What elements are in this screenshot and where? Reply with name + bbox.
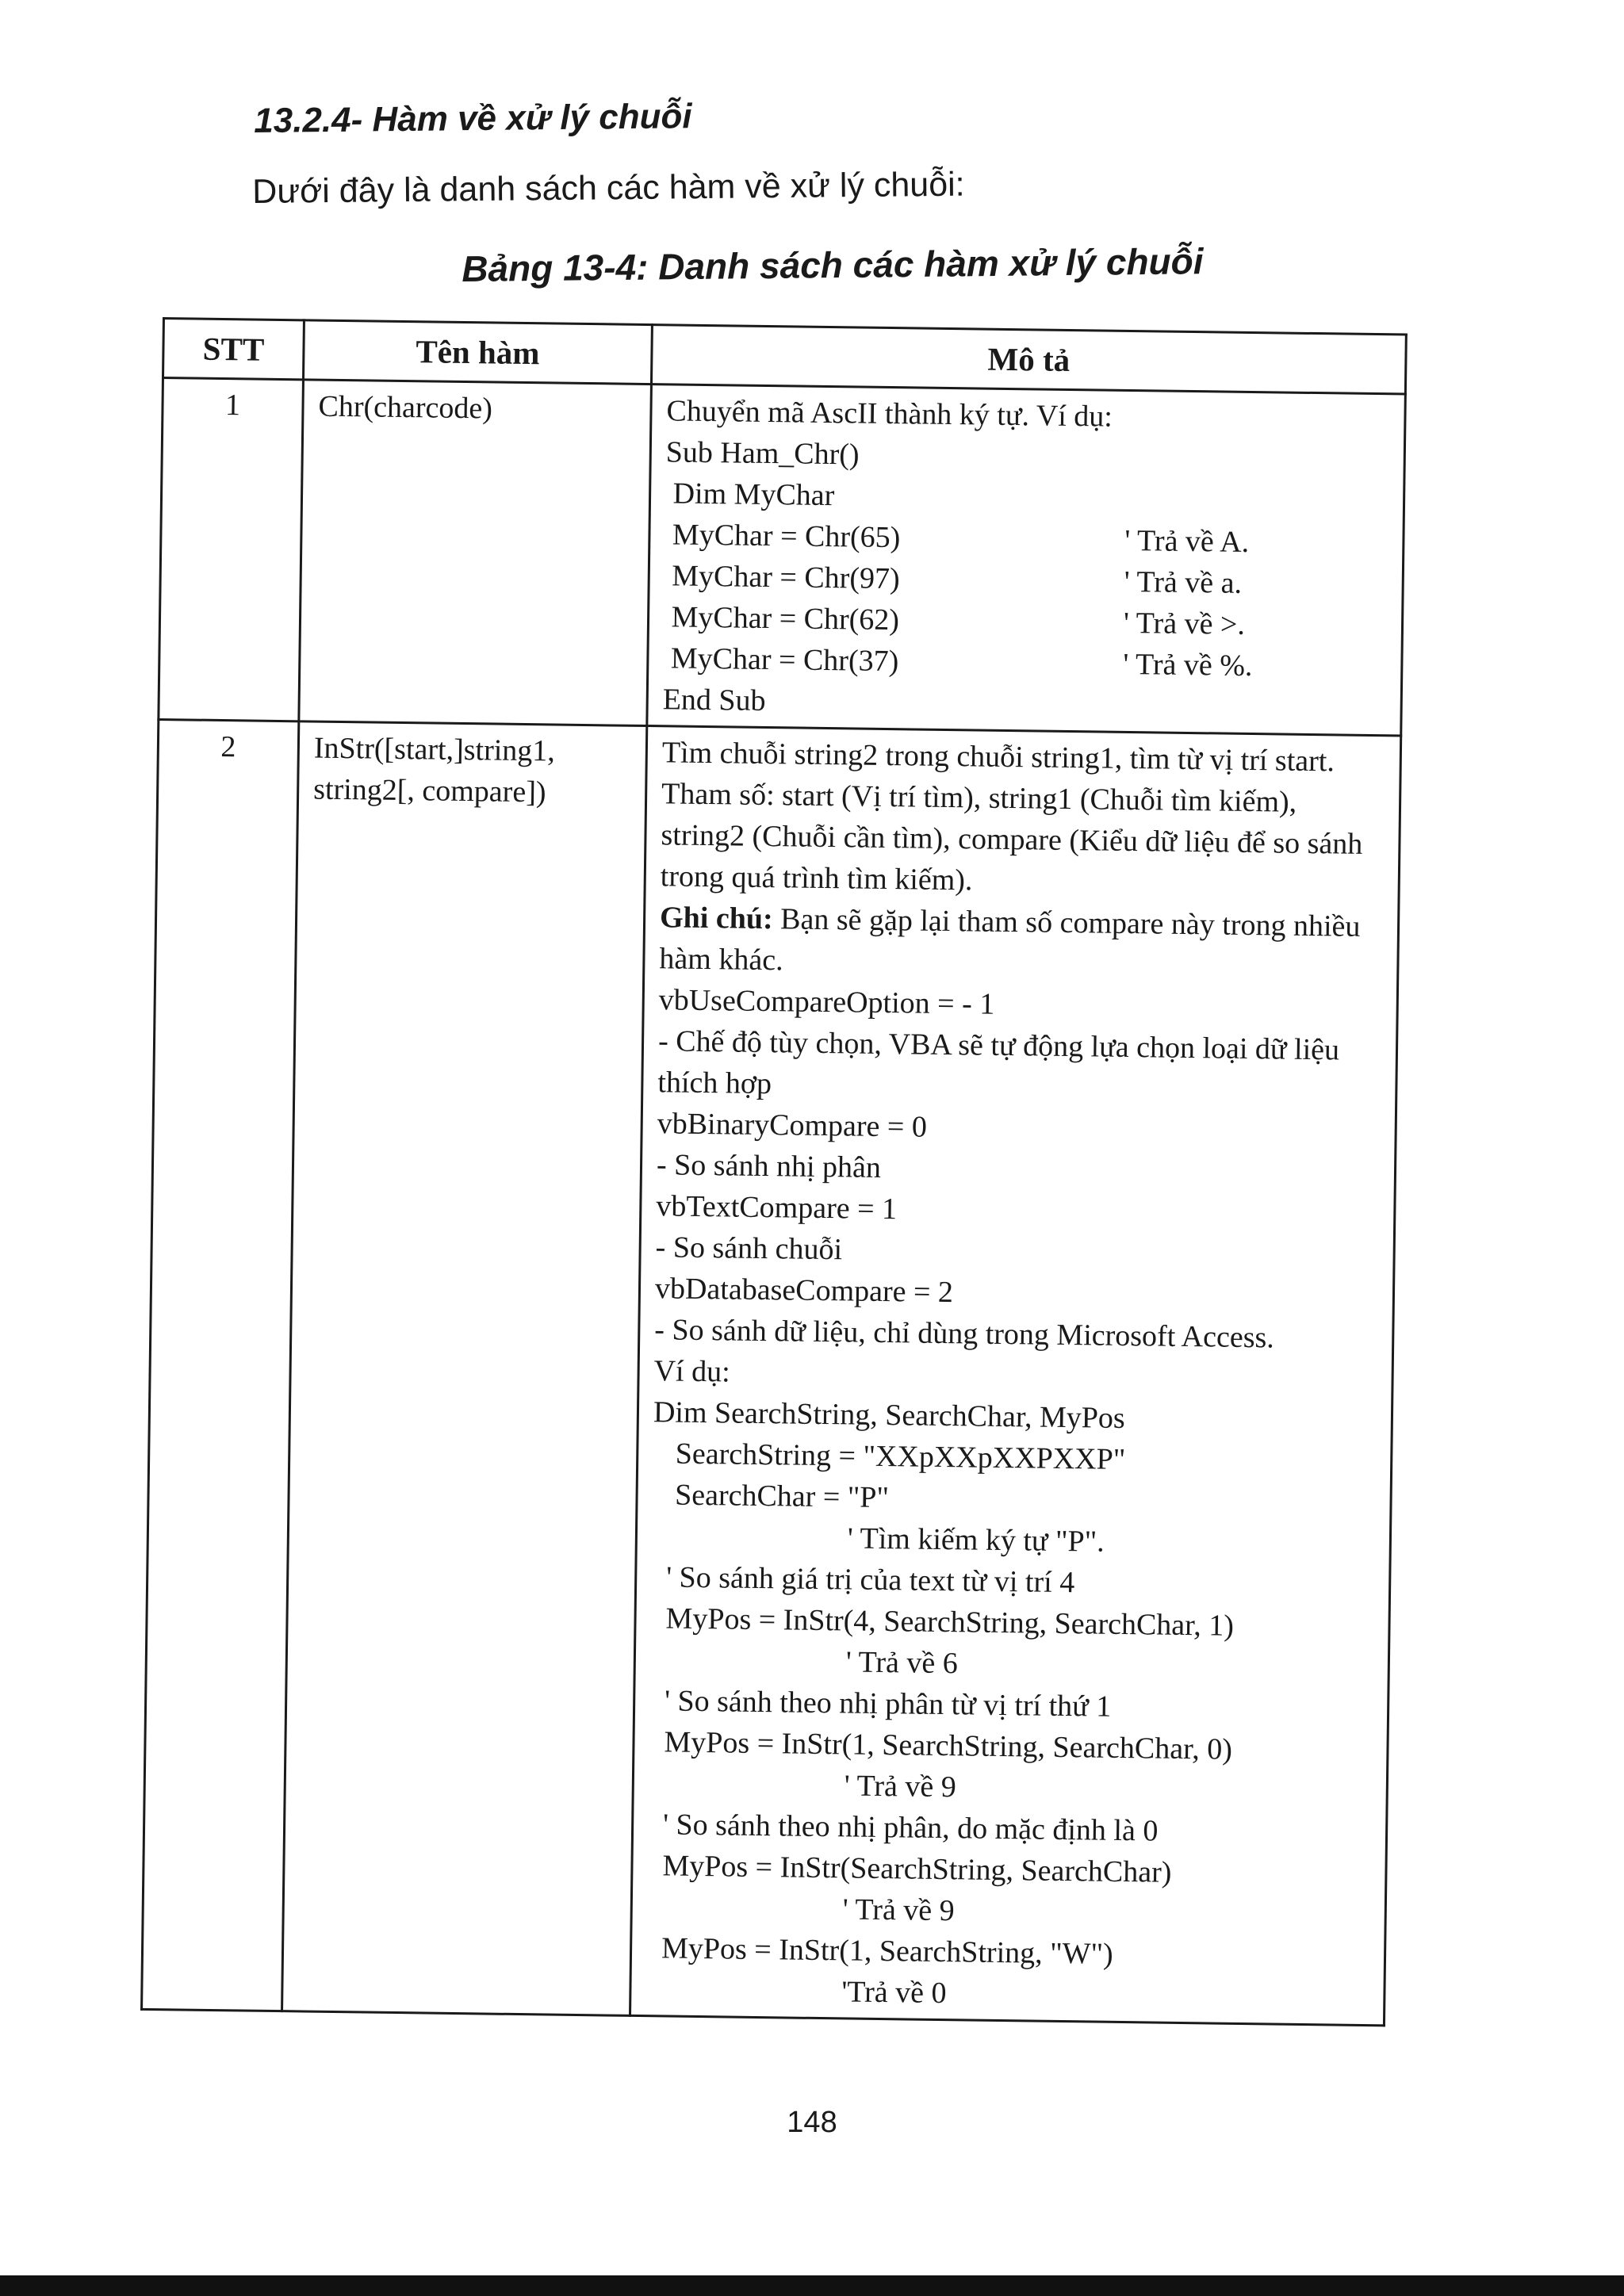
note-paragraph	[659, 897, 1383, 989]
function-name: Chr(charcode)	[299, 380, 652, 726]
table-caption: Bảng 13-4: Danh sách các hàm xử lý chuỗi	[462, 240, 1204, 289]
code-comment: ' So sánh theo nhị phân từ vị trí thứ 1	[649, 1684, 1112, 1724]
desc-paragraph: Tham số: start (Vị trí tìm), string1 (Chuỗi tìm kiếm), string2 (Chuỗi cần tìm), compare (Kiểu dữ liệu để so sánh trong quá trình tìm kiếm).	[660, 777, 1363, 897]
note-text: Bạn sẽ gặp lại tham số compare này trong nhiều hàm khác.	[659, 902, 1361, 978]
header-function-name: Tên hàm	[303, 320, 652, 385]
code-comment: ' Trả về 9	[646, 1890, 955, 1928]
function-name-line: string2[, compare])	[312, 772, 546, 809]
code-comment: ' So sánh giá trị của text từ vị trí 4	[650, 1560, 1075, 1600]
desc-line: Dim MyChar	[665, 476, 835, 513]
string-functions-table	[140, 317, 1408, 2026]
code-line: SearchChar = "P"	[652, 1478, 890, 1515]
section-title: 13.2.4- Hàm về xử lý chuỗi	[254, 97, 692, 140]
code-comment: ' Trả về A.	[1124, 523, 1250, 559]
desc-line: Chuyển mã AscII thành ký tự. Ví dụ:	[666, 394, 1113, 434]
code-comment: ' Trả về 9	[648, 1766, 957, 1804]
page-number: 148	[787, 2106, 837, 2139]
header-stt: STT	[163, 319, 304, 380]
code-comment: ' So sánh theo nhị phân, do mặc định là 0	[647, 1808, 1159, 1848]
scan-edge	[0, 2275, 1624, 2296]
functions-table-wrapper	[140, 317, 1408, 2038]
code-statement: MyChar = Chr(65)	[665, 518, 901, 555]
function-description	[647, 385, 1406, 736]
header-description: Mô tả	[651, 325, 1406, 394]
code-comment: ' Trả về >.	[1123, 606, 1246, 641]
code-statement: MyChar = Chr(62)	[663, 600, 900, 637]
code-line: SearchString = "XXpXXpXXPXXP"	[653, 1437, 1126, 1477]
desc-line: vbUseCompareOption = - 1	[658, 983, 995, 1021]
code-comment: ' Trả về a.	[1124, 564, 1243, 600]
table-row	[142, 719, 1401, 2025]
code-comment: ' Tìm kiếm ký tự "P".	[651, 1519, 1105, 1559]
row-number: 1	[159, 378, 304, 721]
code-comment: ' Trả về 6	[649, 1643, 959, 1681]
intro-text: Dưới đây là danh sách các hàm về xử lý chuỗi:	[252, 165, 965, 211]
code-line: MyPos = InStr(SearchString, SearchChar)	[647, 1849, 1172, 1889]
row-number: 2	[142, 719, 299, 2011]
desc-line: vbTextCompare = 1	[656, 1189, 898, 1226]
function-description	[630, 726, 1401, 2026]
note-label: Ghi chú:	[659, 901, 773, 936]
code-statement: MyChar = Chr(97)	[664, 559, 900, 596]
code-line: MyPos = InStr(1, SearchString, "W")	[645, 1931, 1113, 1971]
desc-line: vbDatabaseCompare = 2	[654, 1272, 954, 1310]
code-line: Dim SearchString, SearchChar, MyPos	[653, 1395, 1125, 1436]
function-name	[282, 721, 647, 2016]
desc-line: Ví dụ:	[653, 1354, 730, 1389]
code-statement: MyChar = Chr(37)	[663, 641, 899, 679]
desc-line: - Chế độ tùy chọn, VBA sẽ tự động lựa chọn loại dữ liệu thích hợp	[657, 1024, 1340, 1101]
code-line: MyPos = InStr(1, SearchString, SearchChar, 0)	[649, 1725, 1233, 1766]
desc-line: - So sánh chuỗi	[655, 1230, 843, 1267]
desc-line: - So sánh nhị phân	[656, 1148, 882, 1184]
code-line: MyPos = InStr(4, SearchString, SearchChar, 1)	[650, 1601, 1235, 1643]
desc-line: End Sub	[662, 683, 766, 718]
desc-paragraph: Tìm chuỗi string2 trong chuỗi string1, tìm từ vị trí start.	[661, 736, 1335, 779]
desc-line: Sub Ham_Chr()	[665, 435, 860, 472]
desc-line: vbBinaryCompare = 0	[657, 1107, 928, 1144]
function-name-line: InStr([start,]string1,	[313, 731, 556, 768]
code-comment: ' Trả về %.	[1123, 647, 1253, 683]
table-row	[159, 378, 1406, 736]
desc-line: - So sánh dữ liệu, chỉ dùng trong Microsoft Access.	[654, 1313, 1275, 1355]
code-comment: 'Trả về 0	[645, 1973, 947, 2011]
